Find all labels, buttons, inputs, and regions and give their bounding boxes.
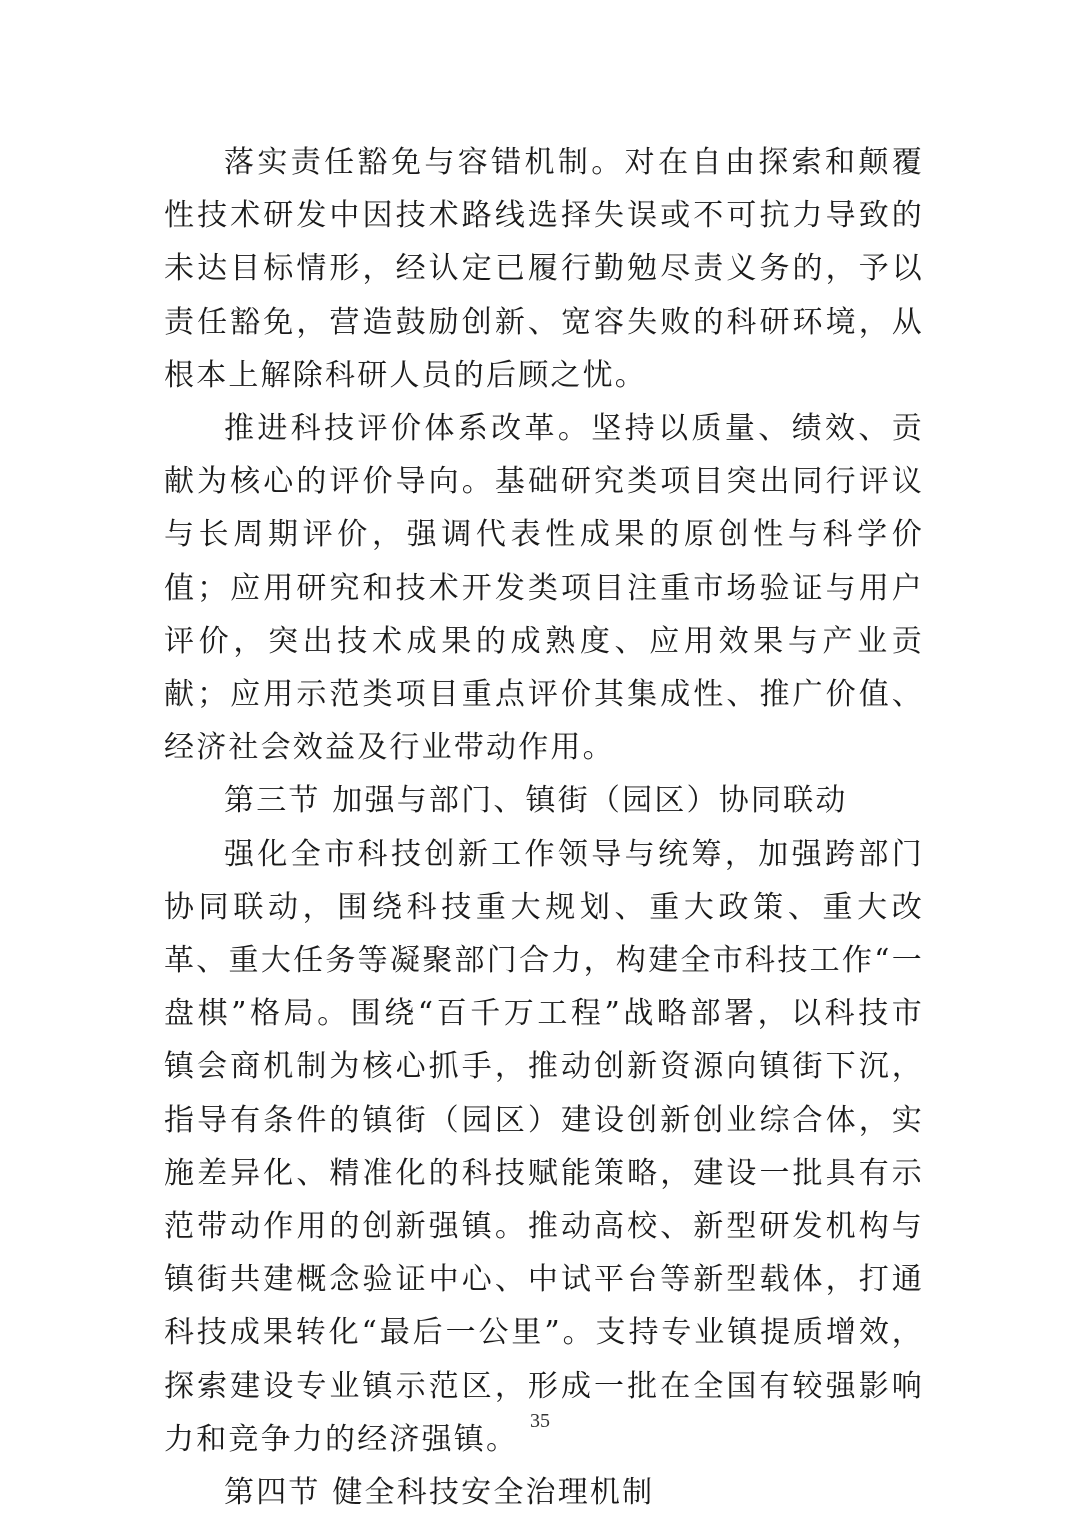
section-heading-3: 第三节 加强与部门、镇街（园区）协同联动 <box>224 783 848 819</box>
section-heading-4: 第四节 健全科技安全治理机制 <box>224 1475 655 1511</box>
paragraph-evaluation-reform: 推进科技评价体系改革。坚持以质量、绩效、贡献为核心的评价导向。基础研究类项目突出同行评议与长周期评价，强调代表性成果的原创性与科学价值；应用研究和技术开发类项目注重市场验证与用户评价，突出技术成果的成熟度、应用效果与产业贡献；应用示范类项目重点评价其集成性、推广价值、经济社会效益及行业带动作用。 <box>164 411 924 766</box>
paragraph-coordination: 强化全市科技创新工作领导与统筹，加强跨部门协同联动，围绕科技重大规划、重大政策、重大改革、重大任务等凝聚部门合力，构建全市科技工作“一盘棋”格局。围绕“百千万工程”战略部署，以科技市镇会商机制为核心抓手，推动创新资源向镇街下沉，指导有条件的镇街（园区）建设创新创业综合体，实施差异化、精准化的科技赋能策略，建设一批具有示范带动作用的创新强镇。推动高校、新型研发机构与镇街共建概念验证中心、中试平台等新型载体，打通科技成果转化“最后一公里”。支持专业镇提质增效，探索建设专业镇示范区，形成一批在全国有较强影响力和竞争力的经济强镇。 <box>164 836 924 1457</box>
paragraph-liability-exemption: 落实责任豁免与容错机制。对在自由探索和颠覆性技术研发中因技术路线选择失误或不可抗力导致的未达目标情形，经认定已履行勤勉尽责义务的，予以责任豁免，营造鼓励创新、宽容失败的科研环境，从根本上解除科研人员的后顾之忧。 <box>164 145 924 393</box>
page-number: 35 <box>530 1410 550 1432</box>
document-body <box>164 136 924 1519</box>
